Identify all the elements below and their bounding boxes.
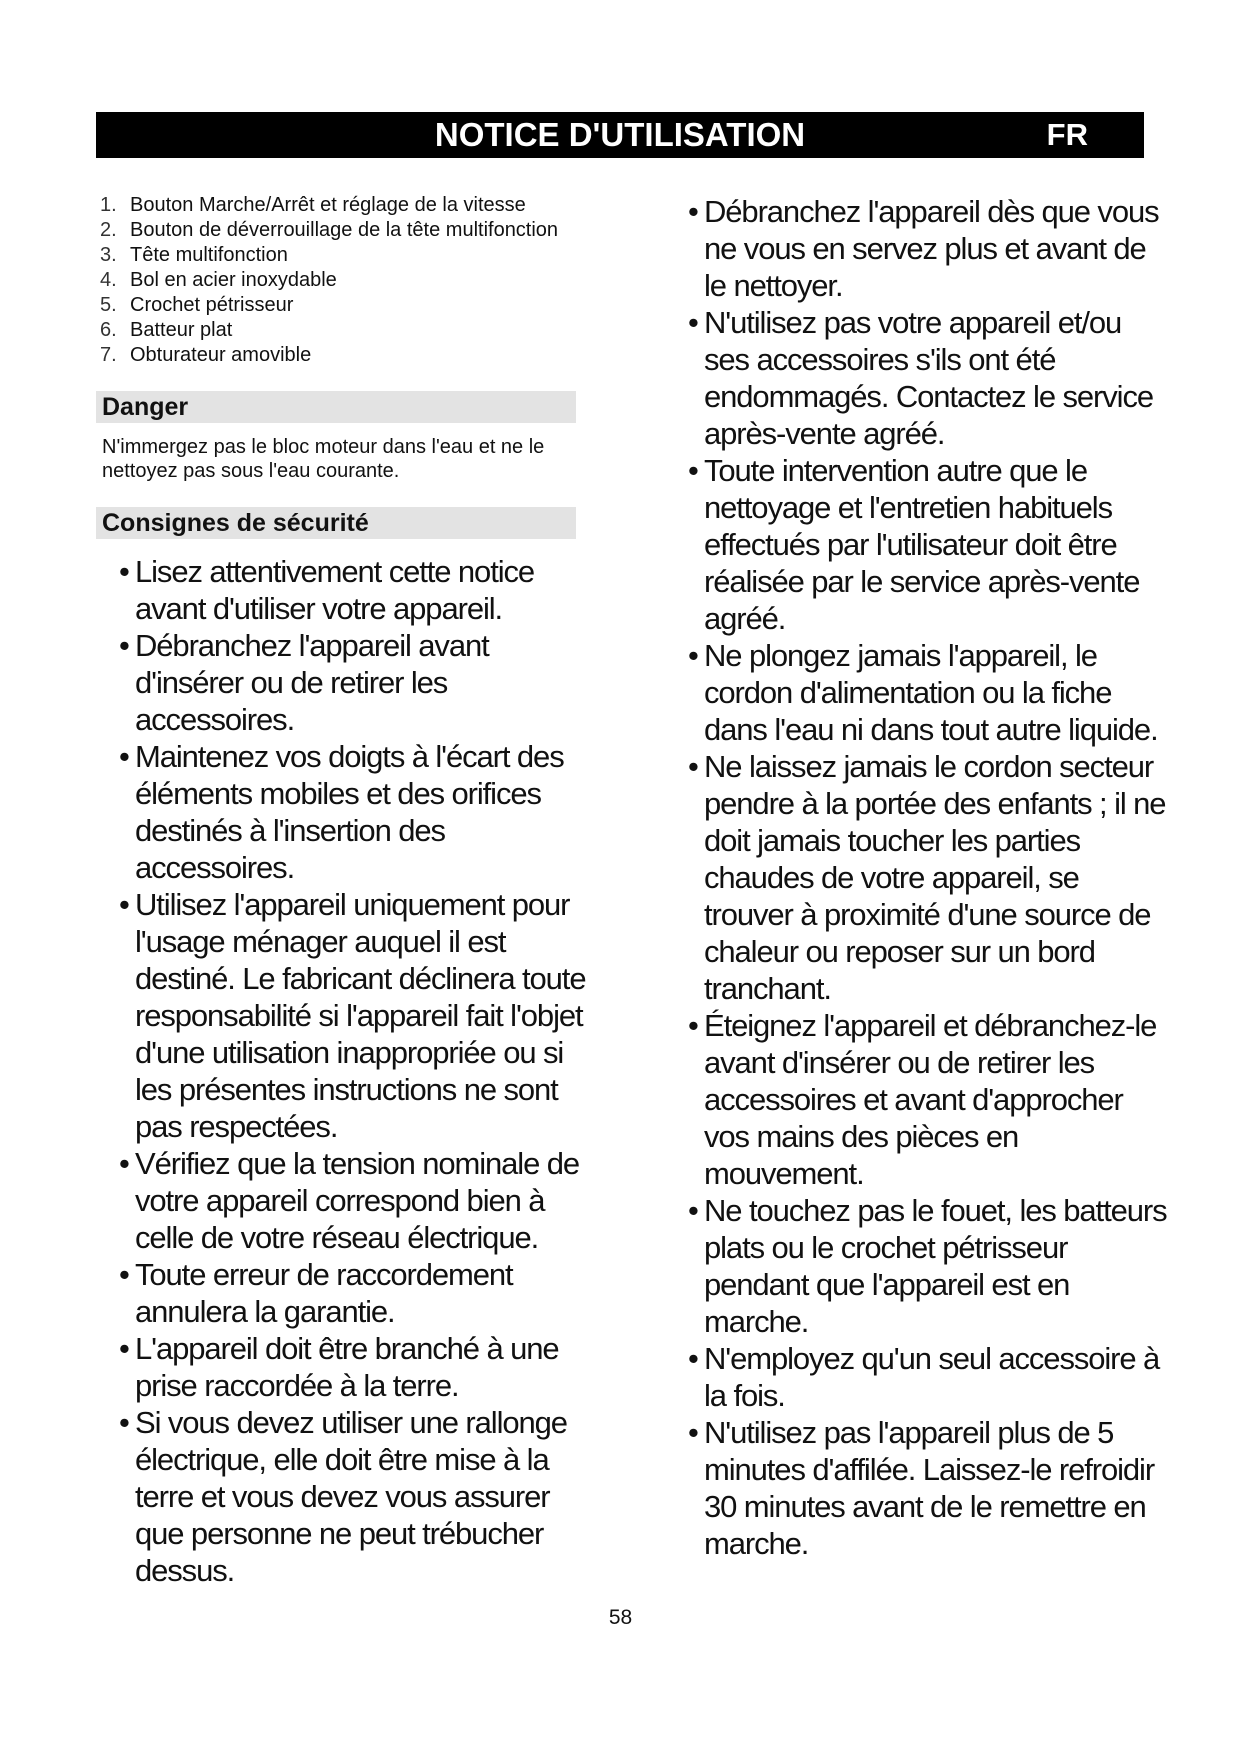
bullet-icon: • <box>688 1193 698 1228</box>
safety-list-right <box>665 193 1170 1562</box>
parts-list-item: 1. Bouton Marche/Arrêt et réglage de la vitesse <box>100 194 526 216</box>
page-number: 58 <box>608 1606 633 1629</box>
bullet-icon: • <box>119 1146 129 1181</box>
danger-text: N'immergez pas le bloc moteur dans l'eau et ne le nettoyez pas sous l'eau courante. <box>102 436 545 482</box>
bullet-icon: • <box>688 1341 698 1376</box>
bullet-icon: • <box>688 1008 698 1043</box>
parts-list-item: 6. Batteur plat <box>100 319 233 341</box>
bullet-icon: • <box>688 453 698 488</box>
safety-item: • Maintenez vos doigts à l'écart des éléments mobiles et des orifices destinés à l'insertion des accessoires. <box>119 739 564 885</box>
bullet-icon: • <box>688 1415 698 1450</box>
left-column <box>96 193 596 1589</box>
safety-item: • Utilisez l'appareil uniquement pour l'usage ménager auquel il est destiné. Le fabricant déclinera toute responsabilité si l'appareil fait l'objet d'une utilisation inappropriée ou si les présentes instructions ne sont pas respectées. <box>119 887 586 1144</box>
bullet-icon: • <box>119 1257 129 1292</box>
parts-list-item: 4. Bol en acier inoxydable <box>100 269 337 291</box>
parts-list-item: 7. Obturateur amovible <box>100 344 312 366</box>
bullet-icon: • <box>688 305 698 340</box>
bullet-icon: • <box>119 739 129 774</box>
page-title: NOTICE D'UTILISATION <box>434 116 806 153</box>
bullet-icon: • <box>688 638 698 673</box>
safety-item: • Toute erreur de raccordement annulera la garantie. <box>119 1257 513 1329</box>
safety-heading: Consignes de sécurité <box>96 507 576 539</box>
safety-item: • L'appareil doit être branché à une prise raccordée à la terre. <box>119 1331 559 1403</box>
right-column <box>665 193 1170 1562</box>
bullet-icon: • <box>119 887 129 922</box>
bullet-icon: • <box>119 628 129 663</box>
safety-item: • Débranchez l'appareil avant d'insérer ou de retirer les accessoires. <box>119 628 489 737</box>
safety-item: • Toute intervention autre que le nettoyage et l'entretien habituels effectués par l'utilisateur doit être réalisée par le service après-vente agréé. <box>688 453 1140 636</box>
language-code: FR <box>1046 117 1088 152</box>
safety-item: • Ne laissez jamais le cordon secteur pendre à la portée des enfants ; il ne doit jamais toucher les parties chaudes de votre appareil, se trouver à proximité d'une source de chaleur ou reposer sur un bord tranchant. <box>688 749 1166 1006</box>
bullet-icon: • <box>688 194 698 229</box>
safety-item: • N'utilisez pas l'appareil plus de 5 minutes d'affilée. Laissez-le refroidir 30 minutes avant de le remettre en marche. <box>688 1415 1155 1561</box>
safety-item: • Ne plongez jamais l'appareil, le cordon d'alimentation ou la fiche dans l'eau ni dans tout autre liquide. <box>688 638 1158 747</box>
safety-item: • Si vous devez utiliser une rallonge électrique, elle doit être mise à la terre et vous devez vous assurer que personne ne peut trébucher dessus. <box>119 1405 567 1588</box>
header-bar <box>96 112 1144 158</box>
safety-item: • Lisez attentivement cette notice avant d'utiliser votre appareil. <box>119 554 535 626</box>
safety-item: • Ne touchez pas le fouet, les batteurs plats ou le crochet pétrisseur pendant que l'appareil est en marche. <box>688 1193 1167 1339</box>
safety-item: • Éteignez l'appareil et débranchez-le avant d'insérer ou de retirer les accessoires et avant d'approcher vos mains des pièces en mouvement. <box>688 1008 1157 1191</box>
bullet-icon: • <box>688 749 698 784</box>
safety-item: • N'employez qu'un seul accessoire à la fois. <box>688 1341 1160 1413</box>
parts-list <box>96 193 596 367</box>
safety-item: • Vérifiez que la tension nominale de votre appareil correspond bien à celle de votre réseau électrique. <box>119 1146 580 1255</box>
parts-list-item: 5. Crochet pétrisseur <box>100 294 294 316</box>
parts-list-item: 2. Bouton de déverrouillage de la tête multifonction <box>100 219 559 241</box>
bullet-icon: • <box>119 1331 129 1366</box>
danger-heading: Danger <box>96 391 576 423</box>
bullet-icon: • <box>119 1405 129 1440</box>
bullet-icon: • <box>119 554 129 589</box>
parts-list-item: 3. Tête multifonction <box>100 244 288 266</box>
safety-item: • Débranchez l'appareil dès que vous ne vous en servez plus et avant de le nettoyer. <box>688 194 1159 303</box>
safety-list-left <box>96 553 596 1589</box>
safety-item: • N'utilisez pas votre appareil et/ou ses accessoires s'ils ont été endommagés. Contactez le service après-vente agréé. <box>688 305 1153 451</box>
